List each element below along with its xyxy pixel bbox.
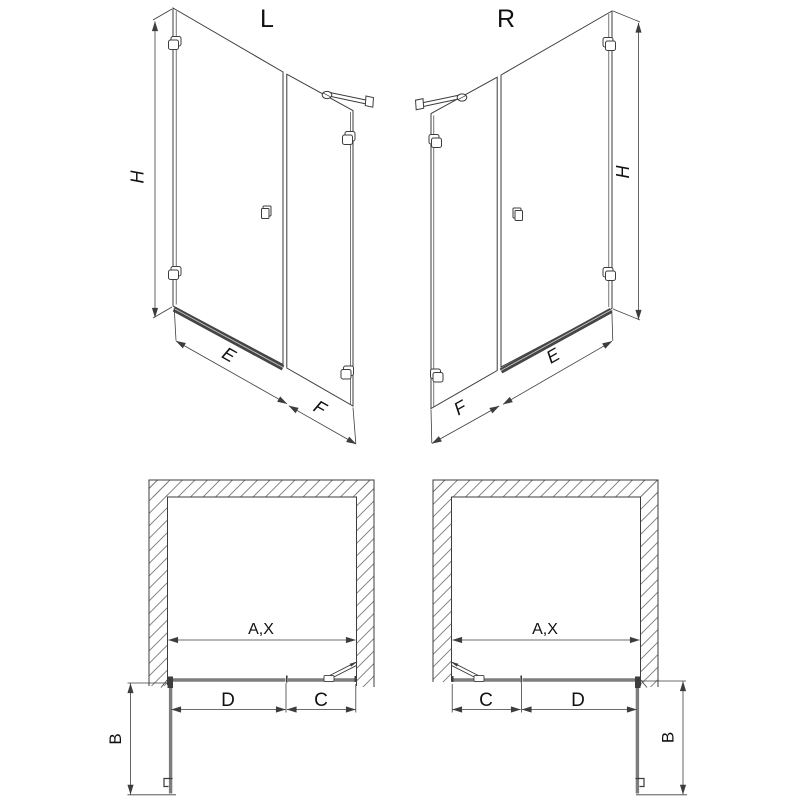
- dim-label-B-left: B: [106, 733, 125, 745]
- dimension-door-plan-left: [172, 683, 356, 713]
- dim-label-F-left: F: [310, 396, 330, 420]
- plan-view-right: [433, 480, 687, 795]
- dim-label-C-right: C: [479, 690, 493, 711]
- dim-label-H-right: H: [613, 165, 633, 179]
- bar-bracket-icon: [324, 676, 334, 682]
- perspective-view-left: [153, 8, 374, 444]
- dim-label-D-left: D: [221, 690, 235, 711]
- dim-label-AX-left: A,X: [248, 621, 274, 638]
- hinge-icon: [168, 677, 174, 689]
- walls-hatched: [433, 480, 658, 687]
- fixed-panel-left-view: [287, 74, 353, 406]
- wall-bracket-icon: [365, 96, 373, 107]
- hinge-icon: [635, 677, 641, 689]
- fixed-panel-right-view: [431, 77, 497, 408]
- dimension-height-right: [613, 11, 640, 320]
- wall-bracket-icon: [416, 99, 424, 110]
- dim-label-B-right: B: [658, 731, 678, 744]
- door-panel-right-view: [501, 11, 612, 367]
- dim-label-E-right: E: [542, 344, 564, 368]
- glass-screen-plan: [171, 680, 356, 794]
- bar-bracket-icon: [474, 676, 484, 682]
- perspective-view-right: [416, 11, 641, 444]
- variant-label-left: L: [260, 5, 274, 33]
- dim-label-AX-right: A,X: [532, 621, 558, 638]
- drawing-lines: [128, 8, 688, 795]
- walls-hatched: [149, 480, 374, 687]
- variant-label-right: R: [496, 5, 516, 33]
- door-panel-left-view: [173, 8, 283, 365]
- dim-label-F-right: F: [450, 396, 470, 420]
- dim-label-D-right: D: [571, 690, 585, 711]
- dim-label-H-left: H: [127, 170, 148, 184]
- dim-label-C-left: C: [314, 690, 328, 711]
- dim-label-E-left: E: [218, 343, 240, 367]
